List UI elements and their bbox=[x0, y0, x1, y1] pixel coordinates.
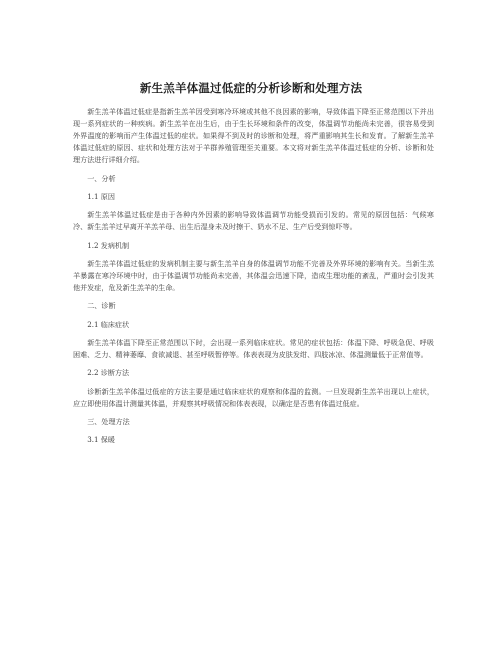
subsection-heading-mechanism: 1.2 发病机制 bbox=[87, 240, 130, 250]
subsection-heading-diagnostic-method: 2.2 诊断方法 bbox=[87, 368, 130, 378]
subsection-heading-cause: 1.1 原因 bbox=[87, 191, 115, 201]
document-body bbox=[73, 106, 434, 453]
section-heading-analysis: 一、分析 bbox=[87, 173, 116, 183]
document-title: 新生羔羊体温过低症的分析诊断和处理方法 bbox=[139, 81, 363, 95]
section-heading-treatment: 三、处理方法 bbox=[87, 416, 130, 426]
mechanism-paragraph: 新生羔羊体温过低症的发病机制主要与新生羔羊自身的体温调节功能不完善及外界环境的影响有关。当新生羔羊暴露在寒冷环境中时，由于体温调节功能尚未完善，其体温会迅速下降，造成生理功能的紊乱，严重时会引发其他并发症，危及新生羔羊的生命。 bbox=[73, 258, 434, 293]
diagnostic-method-paragraph: 诊断新生羔羊体温过低症的方法主要是通过临床症状的观察和体温的监测。一旦发现新生羔羊出现以上症状，应立即使用体温计测量其体温，并观察其呼吸情况和体表表现，以确定是否患有体温过低症。 bbox=[73, 386, 434, 408]
subsection-heading-symptoms: 2.1 临床症状 bbox=[87, 319, 130, 329]
symptoms-paragraph: 新生羔羊体温下降至正常范围以下时，会出现一系列临床症状。常见的症状包括：体温下降、呼吸急促、呼吸困难、乏力、精神萎靡、食欲减退、甚至呼吸暂停等。体表表现为皮肤发绀、四肢冰凉、体温测量低于正常值等。 bbox=[73, 337, 434, 359]
intro-paragraph: 新生羔羊体温过低症是指新生羔羊因受到寒冷环境或其他不良因素的影响，导致体温下降至正常范围以下并出现一系列症状的一种疾病。新生羔羊在出生后，由于生长环境和条件的改变，体温调节功能尚未完善，很容易受到外界温度的影响而产生体温过低的症状。如果得不到及时的诊断和处理，将严重影响其生长和发育。了解新生羔羊体温过低症的原因、症状和处理方法对于羊群养殖管理至关重要。本文将对新生羔羊体温过低症的分析、诊断和处理方法进行详细介绍。 bbox=[73, 107, 434, 165]
cause-paragraph: 新生羔羊体温过低症是由于各种内外因素的影响导致体温调节功能受损而引发的。常见的原因包括：气候寒冷、新生羔羊过早离开羊羔羊母、出生后湿身未及时擦干、奶水不足、生产后受到惊吓等。 bbox=[73, 210, 434, 232]
subsection-heading-warming: 3.1 保暖 bbox=[87, 435, 115, 445]
section-heading-diagnosis: 二、诊断 bbox=[87, 301, 116, 311]
